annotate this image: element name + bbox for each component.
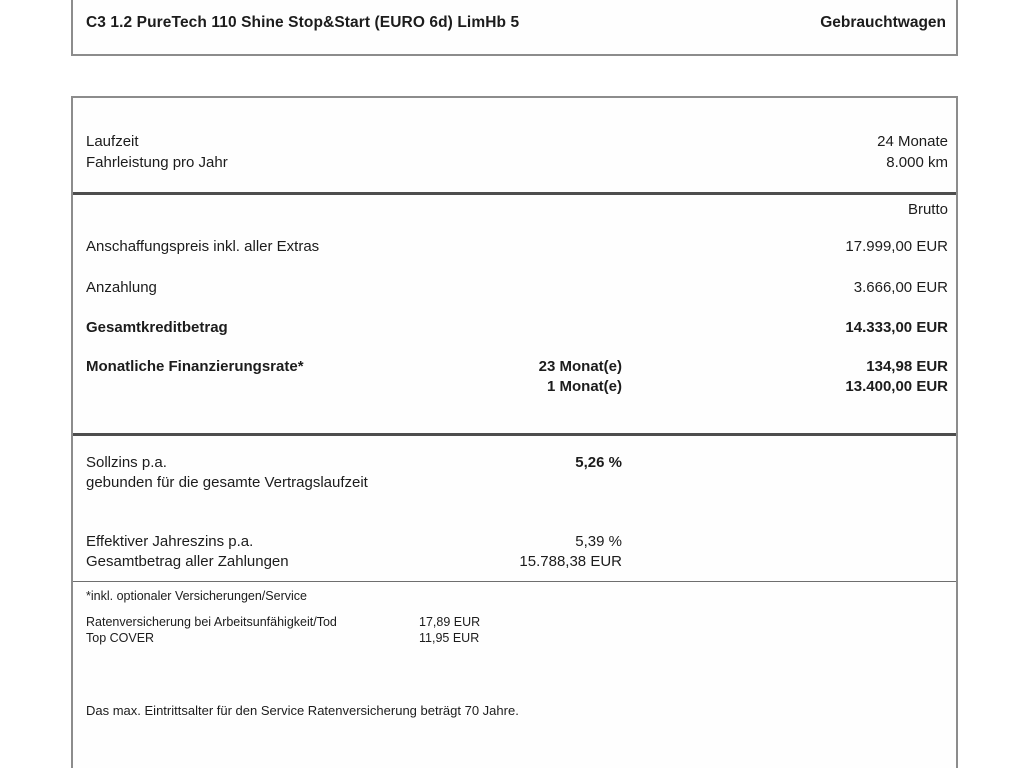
- pricing-row-gesamtkreditbetrag: [86, 318, 948, 338]
- empty-cell: [442, 237, 622, 257]
- vehicle-type-label: Gebrauchtwagen: [820, 14, 946, 31]
- vehicle-header-box: [71, 0, 958, 56]
- separator-top: [73, 192, 956, 195]
- gesamtkreditbetrag-value: 14.333,00 EUR: [845, 319, 948, 336]
- sollzins-row: [86, 453, 948, 473]
- insurance-row-top-cover: [86, 630, 948, 646]
- sollzins-section: [86, 453, 948, 493]
- gesamtbetrag-value: 15.788,38 EUR: [519, 553, 622, 570]
- empty-cell: [622, 552, 948, 572]
- anzahlung-value: 3.666,00 EUR: [853, 279, 948, 296]
- contract-row-fahrleistung: [86, 152, 948, 173]
- rate-row-1: [86, 357, 948, 377]
- age-limit-note: Das max. Eintrittsalter für den Service Ratenversicherung beträgt 70 Jahre.: [86, 703, 519, 718]
- insurance-section: [86, 614, 948, 646]
- rate-amount-2: 13.400,00 EUR: [845, 378, 948, 395]
- gesamtbetrag-row: [86, 552, 948, 572]
- insurance-row-ratenversicherung: [86, 614, 948, 630]
- sollzins-value: 5,26 %: [575, 454, 622, 471]
- pricing-row-anzahlung: [86, 278, 948, 298]
- empty-cell: [86, 377, 442, 397]
- anschaffungspreis-value: 17.999,00 EUR: [845, 238, 948, 255]
- effektiver-jahreszins-label: Effektiver Jahreszins p.a.: [86, 533, 254, 550]
- sollzins-label: Sollzins p.a.: [86, 454, 167, 471]
- top-cover-value: 11,95 EUR: [419, 631, 480, 645]
- rate-period-2: 1 Monat(e): [547, 378, 622, 395]
- vehicle-title: C3 1.2 PureTech 110 Shine Stop&Start (EURO 6d) LimHb 5: [86, 14, 520, 31]
- separator-middle: [73, 433, 956, 436]
- empty-cell: [622, 532, 948, 552]
- effektiver-jahreszins-row: [86, 532, 948, 552]
- monthly-rate-section: [86, 357, 948, 397]
- contract-row-laufzeit: [86, 131, 948, 152]
- laufzeit-value: 24 Monate: [877, 133, 948, 150]
- pricing-row-anschaffungspreis: [86, 237, 948, 257]
- anschaffungspreis-label: Anschaffungspreis inkl. aller Extras: [86, 238, 320, 255]
- ratenversicherung-value: 17,89 EUR: [419, 615, 481, 629]
- empty-cell: [442, 318, 622, 338]
- rate-row-2: [86, 377, 948, 397]
- contract-terms-section: [86, 131, 948, 173]
- gesamtkreditbetrag-label: Gesamtkreditbetrag: [86, 319, 228, 336]
- separator-footnotes: [73, 581, 956, 582]
- sollzins-note: gebunden für die gesamte Vertragslaufzeit: [86, 474, 368, 491]
- top-cover-label: Top COVER: [86, 631, 155, 645]
- laufzeit-label: Laufzeit: [86, 133, 139, 150]
- ratenversicherung-label: Ratenversicherung bei Arbeitsunfähigkeit/Tod: [86, 615, 337, 629]
- rate-period-1: 23 Monat(e): [538, 358, 622, 375]
- financing-offer-box: [71, 96, 958, 768]
- monthly-rate-label: Monatliche Finanzierungsrate*: [86, 358, 304, 375]
- gesamtbetrag-label: Gesamtbetrag aller Zahlungen: [86, 553, 289, 570]
- column-header-brutto: Brutto: [907, 201, 948, 218]
- fahrleistung-value: 8.000 km: [886, 154, 948, 171]
- sollzins-note-row: [86, 473, 948, 493]
- effective-interest-section: [86, 532, 948, 572]
- effektiver-jahreszins-value: 5,39 %: [575, 533, 622, 550]
- empty-cell: [442, 278, 622, 298]
- empty-cell: [622, 453, 948, 473]
- anzahlung-label: Anzahlung: [86, 279, 157, 296]
- fahrleistung-label: Fahrleistung pro Jahr: [86, 154, 228, 171]
- asterisk-footnote: *inkl. optionaler Versicherungen/Service: [86, 589, 307, 603]
- rate-amount-1: 134,98 EUR: [866, 358, 948, 375]
